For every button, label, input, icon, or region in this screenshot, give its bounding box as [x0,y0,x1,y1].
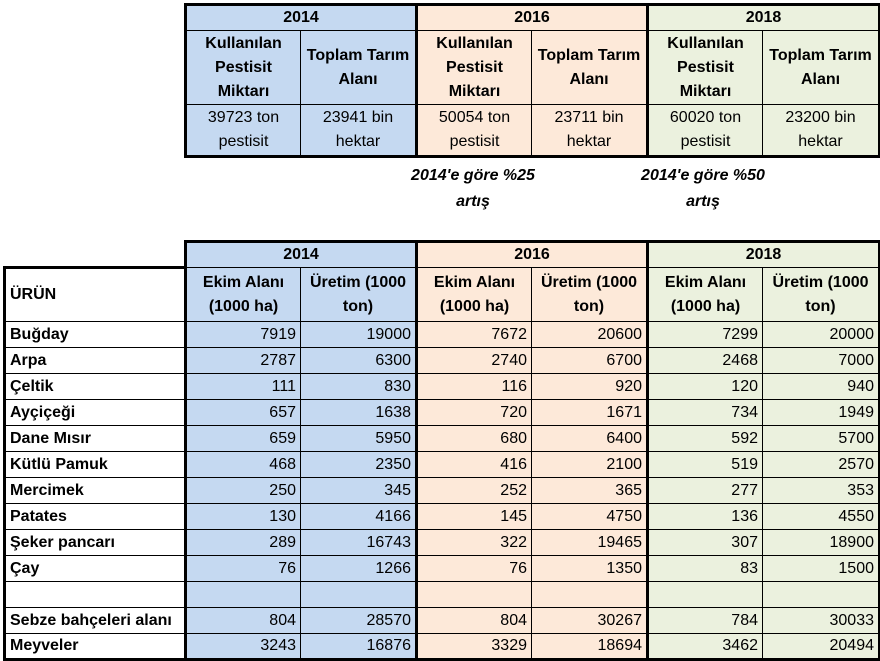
production-header: Üretim (1000 ton) [763,268,880,322]
product-name: Çeltik [5,374,186,400]
sown-area-value: 7919 [186,322,301,348]
sown-area-value: 252 [417,478,532,504]
product-name: Patates [5,504,186,530]
sown-area-value: 416 [417,452,532,478]
pesticide-amount-header: Kullanılan Pestisit Miktarı [648,31,763,105]
production-value: 940 [763,374,880,400]
sown-area-header: Ekim Alanı (1000 ha) [186,268,301,322]
sown-area-value: 76 [417,556,532,582]
sown-area-value [186,582,301,608]
product-name: Dane Mısır [5,426,186,452]
production-value: 345 [301,478,417,504]
sown-area-value: 519 [648,452,763,478]
sown-area-value: 120 [648,374,763,400]
table-row [5,426,880,452]
production-value: 7000 [763,348,880,374]
sown-area-value: 2740 [417,348,532,374]
area-value-2014: 23941 bin hektar [301,105,417,157]
production-value: 2570 [763,452,880,478]
year-header-2014: 2014 [186,242,417,268]
sown-area-value: 659 [186,426,301,452]
production-value: 16876 [301,634,417,660]
production-value: 5950 [301,426,417,452]
note-2018: 2014'e göre %50 artış [641,167,765,210]
year-header-2016: 2016 [417,242,648,268]
production-value: 365 [532,478,648,504]
sown-area-value: 3462 [648,634,763,660]
production-value: 19465 [532,530,648,556]
table-row [5,478,880,504]
production-value: 18694 [532,634,648,660]
production-value: 1500 [763,556,880,582]
area-value-2016: 23711 bin hektar [532,105,648,157]
pesticide-value-2014: 39723 ton pestisit [186,105,301,157]
sown-area-value: 7299 [648,322,763,348]
sown-area-value: 468 [186,452,301,478]
sown-area-value: 3243 [186,634,301,660]
production-value [763,582,880,608]
sown-area-value: 784 [648,608,763,634]
year-header-2016: 2016 [417,5,648,31]
production-value: 1350 [532,556,648,582]
product-name: Arpa [5,348,186,374]
production-value: 830 [301,374,417,400]
production-value: 28570 [301,608,417,634]
product-header: ÜRÜN [5,268,186,322]
production-value: 20494 [763,634,880,660]
sown-area-value: 116 [417,374,532,400]
sown-area-header: Ekim Alanı (1000 ha) [417,268,532,322]
sown-area-value: 83 [648,556,763,582]
pesticide-value-2018: 60020 ton pestisit [648,105,763,157]
production-value: 1266 [301,556,417,582]
production-value: 2100 [532,452,648,478]
pesticide-amount-header: Kullanılan Pestisit Miktarı [186,31,301,105]
production-value: 1638 [301,400,417,426]
production-value: 920 [532,374,648,400]
sown-area-value: 592 [648,426,763,452]
sown-area-value: 657 [186,400,301,426]
area-value-2018: 23200 bin hektar [763,105,880,157]
table-row [5,374,880,400]
table-row [5,504,880,530]
table-row [5,556,880,582]
production-value: 30033 [763,608,880,634]
sown-area-header: Ekim Alanı (1000 ha) [648,268,763,322]
production-header: Üretim (1000 ton) [532,268,648,322]
product-name: Meyveler [5,634,186,660]
pesticide-table [184,3,880,158]
product-name: Kütlü Pamuk [5,452,186,478]
pesticide-amount-header: Kullanılan Pestisit Miktarı [417,31,532,105]
sown-area-value: 307 [648,530,763,556]
production-value: 6300 [301,348,417,374]
sown-area-value: 136 [648,504,763,530]
production-value: 1949 [763,400,880,426]
production-value: 16743 [301,530,417,556]
table-row [5,452,880,478]
product-name [5,582,186,608]
sown-area-value: 804 [186,608,301,634]
sown-area-value: 804 [417,608,532,634]
sown-area-value: 130 [186,504,301,530]
sown-area-value: 734 [648,400,763,426]
sown-area-value: 2787 [186,348,301,374]
production-value [532,582,648,608]
year-header-2018: 2018 [648,242,880,268]
production-value: 4166 [301,504,417,530]
production-value: 353 [763,478,880,504]
sown-area-value: 7672 [417,322,532,348]
production-value: 5700 [763,426,880,452]
table-row [5,348,880,374]
production-value: 4550 [763,504,880,530]
production-value [301,582,417,608]
table-row [5,400,880,426]
table-row [5,530,880,556]
sown-area-value: 250 [186,478,301,504]
production-value: 20000 [763,322,880,348]
production-table [3,240,880,661]
product-name: Çay [5,556,186,582]
production-value: 30267 [532,608,648,634]
sown-area-value: 720 [417,400,532,426]
sown-area-value [648,582,763,608]
sown-area-value [417,582,532,608]
production-header: Üretim (1000 ton) [301,268,417,322]
total-area-header: Toplam Tarım Alanı [532,31,648,105]
production-value: 19000 [301,322,417,348]
note-2016: 2014'e göre %25 artış [411,167,535,210]
sown-area-value: 322 [417,530,532,556]
sown-area-value: 277 [648,478,763,504]
total-area-header: Toplam Tarım Alanı [763,31,880,105]
sown-area-value: 145 [417,504,532,530]
production-value: 20600 [532,322,648,348]
product-name: Şeker pancarı [5,530,186,556]
production-value: 1671 [532,400,648,426]
sown-area-value: 76 [186,556,301,582]
production-value: 2350 [301,452,417,478]
production-value: 4750 [532,504,648,530]
production-value: 18900 [763,530,880,556]
sown-area-value: 111 [186,374,301,400]
table-row [5,608,880,634]
table-row [5,322,880,348]
total-area-header: Toplam Tarım Alanı [301,31,417,105]
production-value: 6400 [532,426,648,452]
sown-area-value: 289 [186,530,301,556]
pesticide-value-2016: 50054 ton pestisit [417,105,532,157]
product-name: Ayçiçeği [5,400,186,426]
year-header-2018: 2018 [648,5,880,31]
sown-area-value: 2468 [648,348,763,374]
production-value: 6700 [532,348,648,374]
year-header-2014: 2014 [186,5,417,31]
sown-area-value: 680 [417,426,532,452]
product-name: Buğday [5,322,186,348]
sown-area-value: 3329 [417,634,532,660]
table-row [5,582,880,608]
product-name: Sebze bahçeleri alanı [5,608,186,634]
product-name: Mercimek [5,478,186,504]
